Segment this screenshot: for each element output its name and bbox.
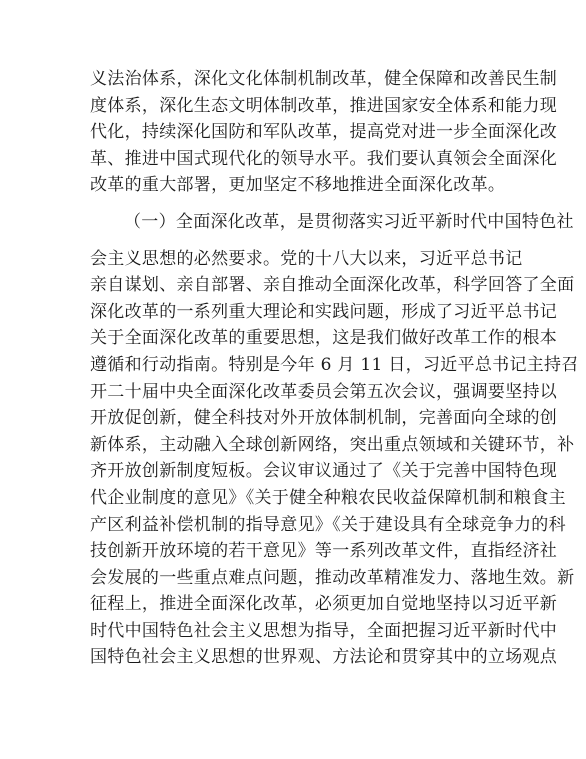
text-line: 会主义思想的必然要求。党的十八大以来，习近平总书记 (90, 248, 523, 269)
text-line: 开放促创新，健全科技对外开放体制机制，完善面向全球的创 (90, 408, 558, 429)
text-line: 齐开放创新制度短板。会议审议通过了《关于完善中国特色现 (90, 461, 558, 482)
document-body (90, 66, 579, 671)
section-heading-line: （一）全面深化改革，是贯彻落实习近平新时代中国特色社 (124, 211, 574, 232)
text-line: 亲自谋划、亲自部署、亲自推动全面深化改革，科学回答了全面 (90, 275, 575, 296)
text-line: 国特色社会主义思想的世界观、方法论和贯穿其中的立场观点 (90, 647, 558, 668)
text-line: 征程上，推进全面深化改革，必须更加自觉地坚持以习近平新 (90, 594, 558, 615)
text-line: 代企业制度的意见》《关于健全种粮农民收益保障机制和粮食主 (90, 487, 566, 508)
text-line: 产区利益补偿机制的指导意见》《关于建设具有全球竞争力的科 (90, 514, 566, 535)
text-line: 时代中国特色社会主义思想为指导，全面把握习近平新时代中 (90, 620, 558, 641)
text-line: 革、推进中国式现代化的领导水平。我们要认真领会全面深化 (90, 148, 558, 169)
text-line: 遵循和行动指南。特别是今年 6 月 11 日，习近平总书记主持召 (90, 354, 579, 375)
text-line: 义法治体系，深化文化体制机制改革，健全保障和改善民生制 (90, 69, 558, 89)
text-line: 开二十届中央全面深化改革委员会第五次会议，强调要坚持以 (90, 381, 558, 402)
text-line: 关于全面深化改革的重要思想，这是我们做好改革工作的根本 (90, 328, 558, 349)
text-line: 度体系，深化生态文明体制改革，推进国家安全体系和能力现 (90, 95, 558, 116)
text-line: 新体系，主动融入全球创新网络，突出重点领域和关键环节，补 (90, 434, 575, 455)
text-line: 技创新开放环境的若干意见》等一系列改革文件，直指经济社 (90, 541, 558, 562)
text-line: 会发展的一些重点难点问题，推动改革精准发力、落地生效。新 (90, 567, 575, 588)
text-line: 改革的重大部署，更加坚定不移地推进全面深化改革。 (90, 175, 506, 196)
text-line: 代化，持续深化国防和军队改革，提高党对进一步全面深化改 (90, 122, 558, 143)
text-line: 深化改革的一系列重大理论和实践问题，形成了习近平总书记 (90, 301, 558, 322)
